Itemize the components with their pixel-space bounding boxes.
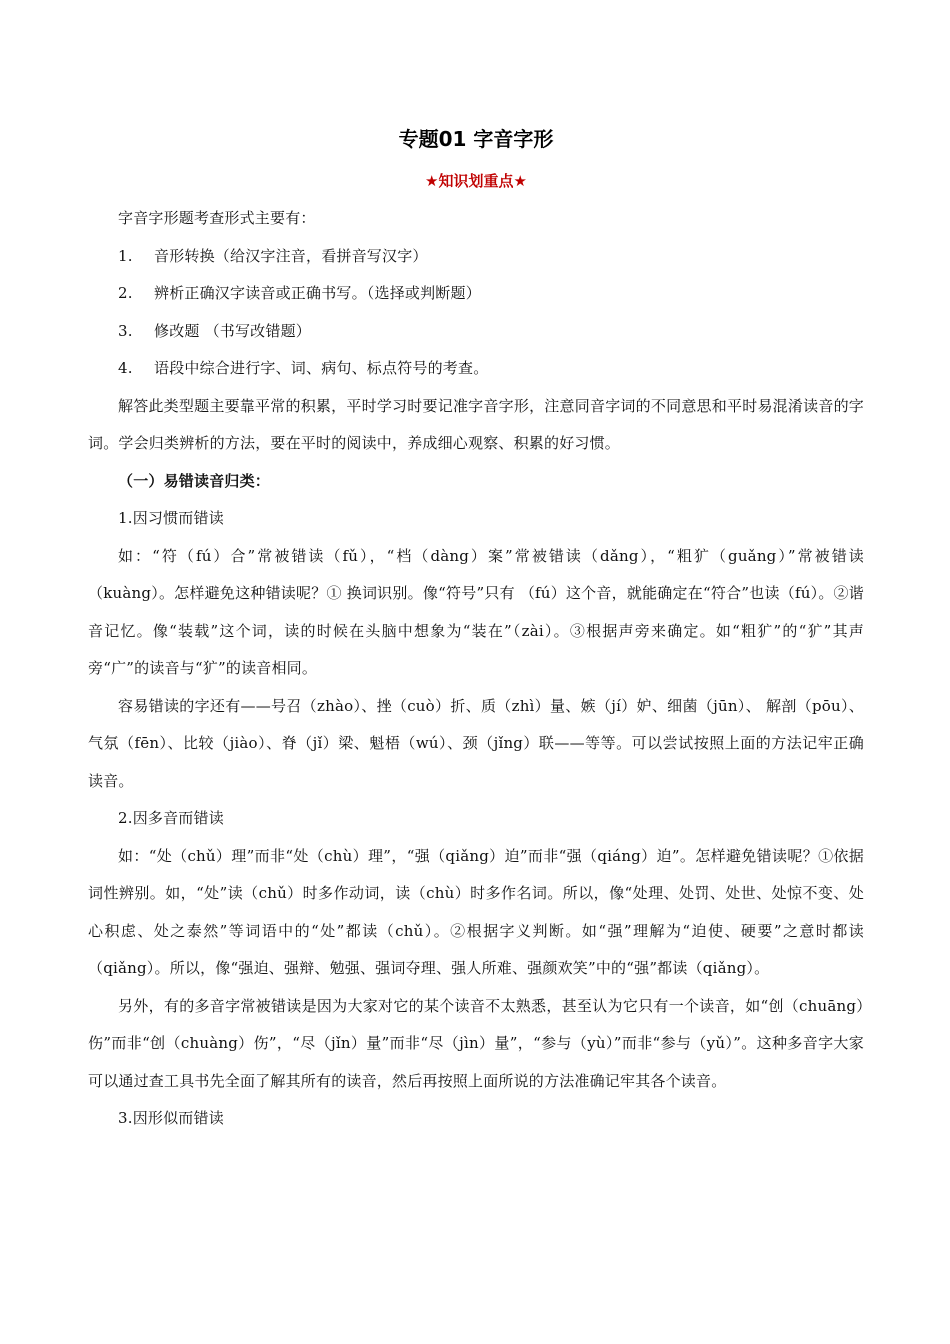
habit-misread-paragraph: 如：“符（fú）合”常被错读（fǔ），“档（dàng）案”常被错读（dǎng），“粗犷（guǎng）”常被错读（kuàng）。怎样避免这种错读呢？① 换词识别。像“符号”只有 （fú）这个音，就能确定在“符合”也读（fú）。②谐音记忆。像“装载”这个词，读的时候在头脑中想象为“装在”（zài）。③根据声旁来确定。如“粗犷”的“犷”其声旁“广”的读音与“犷”的读音相同。 xyxy=(88,546,864,677)
subsection-heading: 1.因习惯而错读 xyxy=(118,509,224,527)
subsection-heading: 2.因多音而错读 xyxy=(118,809,224,827)
answer-method-paragraph: 解答此类型题主要靠平常的积累，平时学习时要记准字音字形，注意同音字词的不同意思和平时易混淆读音的字词。学会归类辨析的方法，要在平时的阅读中，养成细心观察、积累的好习惯。 xyxy=(88,396,864,452)
list-item-number: 3. xyxy=(118,321,133,340)
list-item-text: 辨析正确汉字读音或正确书写。（选择或判断题） xyxy=(154,284,481,302)
polyphone-extra-paragraph: 另外，有的多音字常被错读是因为大家对它的某个读音不太熟悉，甚至认为它只有一个读音，如“创（chuāng）伤”而非“创（chuàng）伤”，“尽（jǐn）量”而非“尽（jìn）量”，“参与（yù）”而非“参与（yǔ）”。这种多音字大家可以通过查工具书先全面了解其所有的读音，然后再按照上面所说的方法准确记牢其各个读音。 xyxy=(88,996,864,1090)
list-item xyxy=(88,238,864,276)
key-points-heading: ★知识划重点★ xyxy=(425,172,527,190)
list-item-text: 修改题 （书写改错题） xyxy=(154,321,311,340)
list-item-text: 语段中综合进行字、词、病句、标点符号的考查。 xyxy=(154,359,489,377)
list-item-number: 1. xyxy=(118,246,133,265)
list-item-text: 音形转换（给汉字注音，看拼音写汉字） xyxy=(154,246,428,265)
list-item-number: 4. xyxy=(118,359,133,377)
section-heading: （一）易错读音归类： xyxy=(118,471,271,490)
list-item xyxy=(88,350,864,388)
polyphone-paragraph: 如：“处（chǔ）理”而非“处（chù）理”，“强（qiǎng）迫”而非“强（qiáng）迫”。怎样避免错读呢？①依据词性辨别。如，“处”读（chǔ）时多作动词，读（chù）时多作名词。所以，像“处理、处罚、处世、处惊不变、处心积虑、处之泰然”等词语中的“处”都读（chǔ）。②根据字义判断。如“强”理解为“迫使、硬要”之意时都读（qiǎng）。所以，像“强迫、强辩、勉强、强词夺理、强人所难、强颜欢笑”中的“强”都读（qiǎng）。 xyxy=(88,846,864,977)
list-item-number: 2. xyxy=(118,284,133,302)
document-title: 专题01 字音字形 xyxy=(398,127,554,151)
intro-paragraph: 字音字形题考查形式主要有： xyxy=(118,209,316,227)
subsection-heading: 3.因形似而错读 xyxy=(118,1109,224,1127)
document-page xyxy=(88,124,864,1138)
list-item xyxy=(88,313,864,351)
list-item xyxy=(88,275,864,313)
easy-misread-paragraph: 容易错读的字还有——号召（zhào）、挫（cuò）折、质（zhì）量、嫉（jí）妒、细菌（jūn）、 解剖（pōu）、气氛（fēn）、比较（jiào）、脊（jǐ）梁、魁梧（wú）、颈（jǐng）联——等等。可以尝试按照上面的方法记牢正确读音。 xyxy=(88,696,864,790)
